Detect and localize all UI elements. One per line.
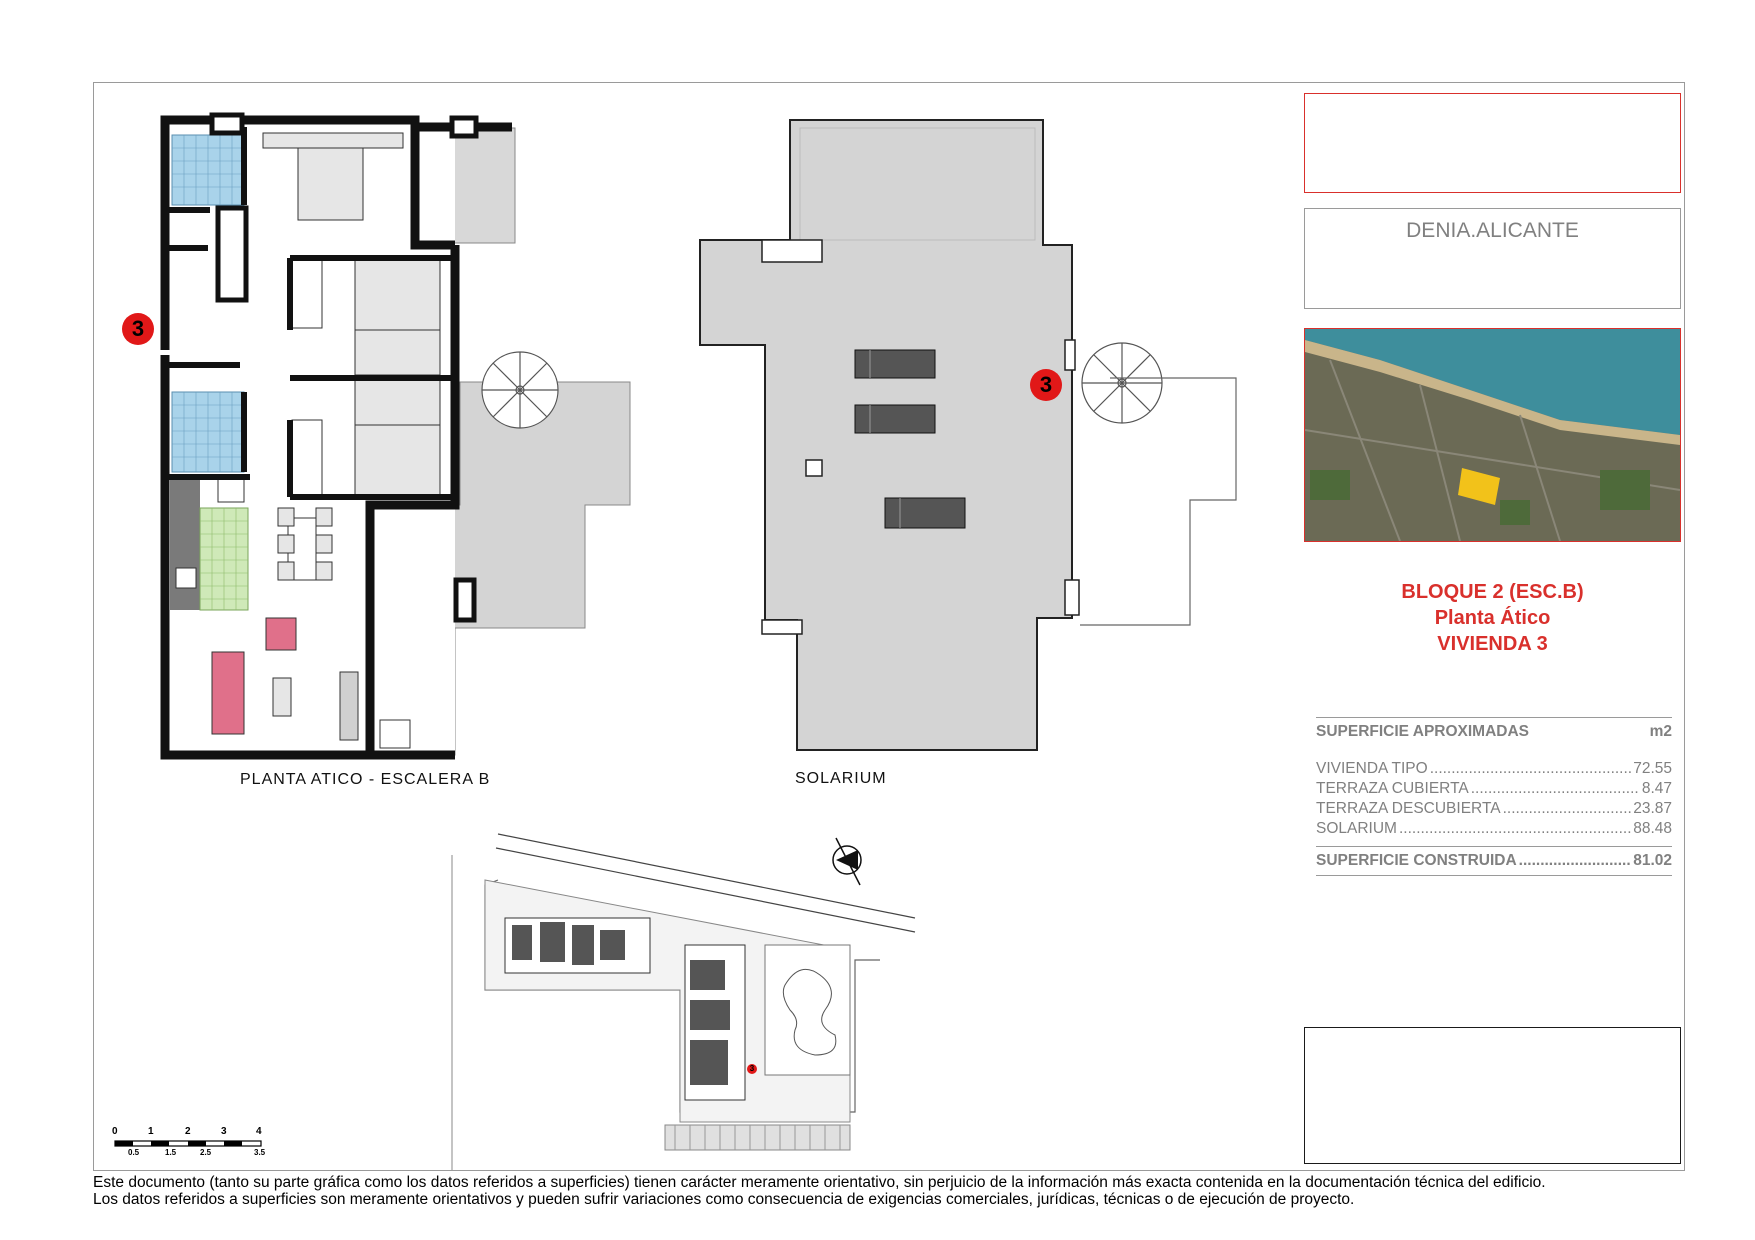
wardrobe-1 xyxy=(292,258,322,328)
location-text: DENIA.ALICANTE xyxy=(1406,219,1579,242)
sofa xyxy=(212,652,244,734)
areas-table xyxy=(1316,717,1672,876)
total-label: SUPERFICIE CONSTRUIDA xyxy=(1316,852,1517,869)
fridge xyxy=(218,477,244,502)
scale-tick-3: 3 xyxy=(221,1126,227,1137)
areas-header xyxy=(1316,718,1672,746)
area-row xyxy=(1316,820,1672,840)
total-value: 81.02 xyxy=(1633,852,1672,869)
kitchen-counter xyxy=(170,480,200,610)
bed-2a xyxy=(355,380,440,425)
spiral-stair xyxy=(482,352,558,428)
logo-box xyxy=(1304,93,1681,193)
bed-1b xyxy=(355,330,440,375)
bed-master xyxy=(298,145,363,220)
area-value: 23.87 xyxy=(1633,800,1672,817)
scale-tick-4: 4 xyxy=(256,1126,262,1137)
area-label: TERRAZA DESCUBIERTA xyxy=(1316,800,1501,817)
floor-plan-label: PLANTA ATICO - ESCALERA B xyxy=(240,771,491,788)
north-arrow-icon xyxy=(833,838,861,885)
unit-title: VIVIENDA 3 xyxy=(1437,633,1548,655)
solarium-spiral-stair xyxy=(1082,343,1162,423)
disclaimer-line-2: Los datos referidos a superficies son meramente orientativos y pueden sufrir variaciones como consecuencia de exigencias comerciales, jurídicas, técnicas o de ejecución de proyecto. xyxy=(93,1191,1355,1208)
scale-tick-3-5: 3.5 xyxy=(254,1148,266,1157)
areas-unit: m2 xyxy=(1649,723,1672,740)
unit-marker-solarium: 3 xyxy=(1030,369,1062,401)
scale-tick-0-5: 0.5 xyxy=(128,1148,140,1157)
location-box xyxy=(1304,208,1681,309)
footer-box xyxy=(1304,1027,1681,1164)
area-row xyxy=(1316,760,1672,780)
bed-2b xyxy=(355,425,440,497)
scale-tick-0: 0 xyxy=(112,1126,118,1137)
area-value: 88.48 xyxy=(1633,820,1672,837)
area-label: VIVIENDA TIPO xyxy=(1316,760,1428,777)
site-plan xyxy=(452,834,915,1170)
solarium-label: SOLARIUM xyxy=(795,770,887,787)
wardrobe-3 xyxy=(218,208,246,300)
coffee-table xyxy=(273,678,291,716)
total-row xyxy=(1316,847,1672,875)
bed-1a xyxy=(355,258,440,330)
tv-unit xyxy=(340,672,358,740)
solarium-plan xyxy=(700,120,1236,750)
bed-pillows xyxy=(263,133,403,148)
area-label: TERRAZA CUBIERTA xyxy=(1316,780,1469,797)
area-row xyxy=(1316,780,1672,800)
disclaimer-line-1: Este documento (tanto su parte gráfica como los datos referidos a superficies) tienen carácter meramente orientativo, sin perjuicio de la información más exacta contenida en la documentación técnica del edificio. xyxy=(93,1174,1546,1191)
aerial-map-box xyxy=(1304,328,1681,542)
scale-tick-1-5: 1.5 xyxy=(165,1148,177,1157)
wardrobe-2 xyxy=(292,420,322,495)
scale-tick-2-5: 2.5 xyxy=(200,1148,212,1157)
solarium-area xyxy=(700,120,1072,750)
unit-marker-floor: 3 xyxy=(122,313,154,345)
disclaimer xyxy=(93,1174,1713,1208)
area-row xyxy=(1316,800,1672,820)
scale-tick-1: 1 xyxy=(148,1126,154,1137)
scale-bar xyxy=(115,1141,261,1146)
area-label: SOLARIUM xyxy=(1316,820,1397,837)
floor-title: Planta Ático xyxy=(1434,607,1551,629)
areas-header-label: SUPERFICIE APROXIMADAS xyxy=(1316,723,1530,740)
oven xyxy=(176,568,196,588)
area-value: 8.47 xyxy=(1641,780,1672,797)
armchair xyxy=(266,618,296,650)
area-value: 72.55 xyxy=(1633,760,1672,777)
scale-tick-2: 2 xyxy=(185,1126,191,1137)
block-title: BLOQUE 2 (ESC.B) xyxy=(1401,581,1584,603)
unit-title-block xyxy=(1304,579,1681,657)
unit-marker-site: 3 xyxy=(747,1064,757,1074)
floor-plan xyxy=(165,115,630,755)
